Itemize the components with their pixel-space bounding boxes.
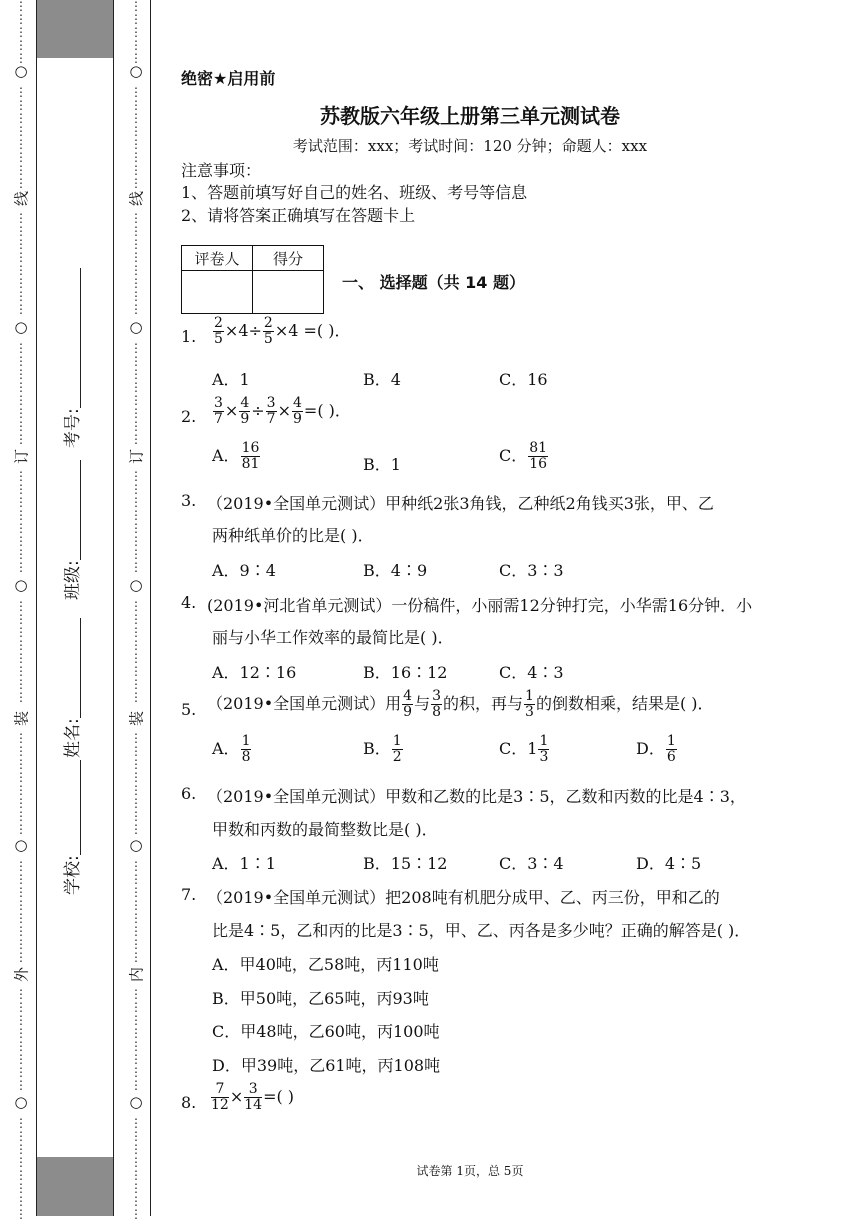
seal-dots: ⋮ bbox=[15, 508, 27, 522]
seal-dots: ⋮ bbox=[15, 163, 27, 177]
seal-label: 线 bbox=[127, 191, 146, 207]
question-6-text-line2: 甲数和丙数的最简整数比是( )． bbox=[212, 820, 438, 839]
fraction: $\frac{4}{9}$ bbox=[403, 688, 413, 720]
seal-dots: ⋮ bbox=[15, 25, 27, 39]
seal-circle-icon: ○ bbox=[14, 836, 28, 854]
seal-dots: ⋮ bbox=[130, 822, 142, 836]
seal-dots: ⋮ bbox=[15, 354, 27, 368]
seal-dots: ⋮ bbox=[130, 1013, 142, 1027]
seal-dots: ⋮ bbox=[15, 796, 27, 810]
question-1-expression: $\frac{2}{5}$ ×4÷ $\frac{2}{5}$ ×4 =( )． bbox=[214, 315, 351, 347]
question-3-text-line1: （2019•全国单元测试）甲种纸2张3角钱，乙种纸2角钱买3张，甲、乙 bbox=[207, 494, 714, 513]
seal-dots: ⋮ bbox=[15, 263, 27, 277]
seal-dots: ⋮ bbox=[15, 302, 27, 316]
seal-dots: ⋮ bbox=[15, 898, 27, 912]
seal-circle-icon: ○ bbox=[14, 1093, 28, 1111]
question-5-option-b: B． $\frac{1}{2}$ bbox=[363, 733, 402, 765]
seal-dots: ⋮ bbox=[15, 380, 27, 394]
seal-dots: ⋮ bbox=[15, 547, 27, 561]
seal-dots: ⋮ bbox=[130, 534, 142, 548]
seal-dots: ⋮ bbox=[130, 111, 142, 125]
seal-circle-icon: ○ bbox=[14, 318, 28, 336]
seal-dots: ⋮ bbox=[15, 12, 27, 26]
seal-dots: ⋮ bbox=[130, 38, 142, 52]
seal-dots: ⋮ bbox=[15, 176, 27, 190]
seal-circle-icon: ○ bbox=[129, 836, 143, 854]
seal-dots: ⋮ bbox=[15, 224, 27, 238]
seal-circle-icon: ○ bbox=[129, 1093, 143, 1111]
question-4-option-c: C．4∶3 bbox=[499, 663, 564, 682]
score-cell bbox=[253, 271, 324, 314]
fraction: $\frac{1}{2}$ bbox=[392, 733, 402, 765]
seal-dots: ⋮ bbox=[130, 770, 142, 784]
seal-dots: ⋮ bbox=[15, 770, 27, 784]
seal-dots: ⋮ bbox=[130, 250, 142, 264]
seal-dots: ⋮ bbox=[130, 599, 142, 613]
secret-label: 绝密★启用前 bbox=[181, 69, 276, 88]
seal-dots: ⋮ bbox=[15, 276, 27, 290]
question-7-option-b: B．甲50吨，乙65吨，丙93吨 bbox=[212, 989, 429, 1008]
seal-dots: ⋮ bbox=[130, 1207, 142, 1221]
seal-dots: ⋮ bbox=[15, 469, 27, 483]
seal-dots: ⋮ bbox=[15, 885, 27, 899]
seal-dots: ⋮ bbox=[15, 1065, 27, 1079]
question-7-number: 7. bbox=[181, 885, 197, 904]
seal-dots: ⋮ bbox=[130, 1039, 142, 1053]
section-title: 一、 选择题（共 14 题） bbox=[342, 273, 525, 292]
seal-dots: ⋮ bbox=[130, 924, 142, 938]
seal-dots: ⋮ bbox=[130, 0, 142, 13]
page-footer: 试卷第 1页，总 5页 bbox=[416, 1164, 524, 1178]
question-7-text-line1: （2019•全国单元测试）把208吨有机肥分成甲、乙、丙三份，甲和乙的 bbox=[207, 888, 720, 907]
question-6-option-c: C．3∶4 bbox=[499, 854, 564, 873]
seal-dots: ⋮ bbox=[130, 124, 142, 138]
seal-dots: ⋮ bbox=[15, 98, 27, 112]
seal-dots: ⋮ bbox=[15, 1194, 27, 1208]
seal-dots: ⋮ bbox=[130, 1194, 142, 1208]
question-4-text-line2: 丽与小华工作效率的最简比是( )． bbox=[212, 628, 454, 647]
seal-dots: ⋮ bbox=[15, 664, 27, 678]
class-field: 班级: bbox=[58, 460, 83, 600]
seal-dots: ⋮ bbox=[130, 987, 142, 1001]
question-6-text-line1: （2019•全国单元测试）甲数和乙数的比是3∶5，乙数和丙数的比是4∶3， bbox=[207, 787, 746, 806]
seal-dots: ⋮ bbox=[130, 612, 142, 626]
seal-dots: ⋮ bbox=[130, 495, 142, 509]
seal-dots: ⋮ bbox=[130, 885, 142, 899]
seal-dots: ⋮ bbox=[15, 822, 27, 836]
question-2-number: 2. bbox=[181, 407, 197, 426]
seal-dots: ⋮ bbox=[15, 495, 27, 509]
seal-dots: ⋮ bbox=[130, 25, 142, 39]
seal-dots: ⋮ bbox=[15, 211, 27, 225]
question-4-option-b: B．16∶12 bbox=[363, 663, 448, 682]
fraction: $\frac{4}{9}$ bbox=[240, 395, 250, 427]
question-5-number: 5. bbox=[181, 700, 197, 719]
fraction: $\frac{3}{8}$ bbox=[432, 688, 442, 720]
question-6-option-a: A．1∶1 bbox=[212, 854, 276, 873]
seal-dots: ⋮ bbox=[15, 690, 27, 704]
score-table bbox=[181, 245, 324, 314]
seal-dots: ⋮ bbox=[130, 1168, 142, 1182]
seal-dots: ⋮ bbox=[130, 354, 142, 368]
seal-dots: ⋮ bbox=[15, 757, 27, 771]
question-7-option-d: D．甲39吨，乙61吨，丙108吨 bbox=[212, 1056, 441, 1075]
seal-dots: ⋮ bbox=[15, 1052, 27, 1066]
question-6-number: 6. bbox=[181, 784, 197, 803]
seal-dots: ⋮ bbox=[15, 289, 27, 303]
content-border-line bbox=[150, 0, 151, 1216]
seal-dots: ⋮ bbox=[15, 1181, 27, 1195]
seal-dots: ⋮ bbox=[15, 419, 27, 433]
seal-dots: ⋮ bbox=[130, 341, 142, 355]
seal-label: 外 bbox=[12, 967, 31, 983]
seal-dots: ⋮ bbox=[15, 950, 27, 964]
question-3-option-c: C．3∶3 bbox=[499, 561, 564, 580]
question-7-option-c: C．甲48吨，乙60吨，丙100吨 bbox=[212, 1022, 440, 1041]
seal-dots: ⋮ bbox=[130, 638, 142, 652]
grader-cell bbox=[182, 271, 253, 314]
seal-dots: ⋮ bbox=[15, 924, 27, 938]
seal-circle-icon: ○ bbox=[129, 318, 143, 336]
seal-dots: ⋮ bbox=[15, 809, 27, 823]
seal-dots: ⋮ bbox=[130, 367, 142, 381]
seal-dots: ⋮ bbox=[130, 872, 142, 886]
question-3-number: 3. bbox=[181, 491, 197, 510]
seal-dots: ⋮ bbox=[130, 783, 142, 797]
seal-dots: ⋮ bbox=[15, 859, 27, 873]
seal-dots: ⋮ bbox=[130, 211, 142, 225]
seal-label: 装 bbox=[127, 711, 146, 727]
seal-dots: ⋮ bbox=[130, 163, 142, 177]
fraction: $\frac{16}{81}$ bbox=[241, 440, 260, 472]
seal-dots: ⋮ bbox=[15, 599, 27, 613]
question-2-option-c: C． $\frac{81}{16}$ bbox=[499, 440, 548, 472]
grader-header: 评卷人 bbox=[182, 246, 253, 271]
question-6-option-b: B．15∶12 bbox=[363, 854, 448, 873]
seal-dots: ⋮ bbox=[130, 690, 142, 704]
seal-dots: ⋮ bbox=[15, 137, 27, 151]
question-5-option-d: D． $\frac{1}{6}$ bbox=[636, 733, 676, 765]
notice-item-2: 2、请将答案正确填写在答题卡上 bbox=[181, 206, 416, 225]
seal-circle-icon: ○ bbox=[14, 62, 28, 80]
seal-dots: ⋮ bbox=[15, 1129, 27, 1143]
seal-dots: ⋮ bbox=[130, 51, 142, 65]
seal-dots: ⋮ bbox=[130, 547, 142, 561]
page-title: 苏教版六年级上册第三单元测试卷 bbox=[320, 104, 620, 128]
seal-dots: ⋮ bbox=[130, 1142, 142, 1156]
seal-dots: ⋮ bbox=[130, 937, 142, 951]
question-1-option-c: C．16 bbox=[499, 370, 548, 389]
seal-dots: ⋮ bbox=[130, 1052, 142, 1066]
seal-dots: ⋮ bbox=[15, 1155, 27, 1169]
question-1-number: 1. bbox=[181, 327, 197, 346]
seal-circle-icon: ○ bbox=[129, 62, 143, 80]
seal-dots: ⋮ bbox=[15, 482, 27, 496]
seal-dots: ⋮ bbox=[130, 664, 142, 678]
seal-dots: ⋮ bbox=[130, 432, 142, 446]
seal-dots: ⋮ bbox=[130, 744, 142, 758]
seal-dots: ⋮ bbox=[130, 625, 142, 639]
fraction: $\frac{3}{7}$ bbox=[266, 395, 276, 427]
question-8-expression: $\frac{7}{12}$ × $\frac{3}{14}$ =( ) bbox=[211, 1081, 295, 1113]
question-7-option-a: A．甲40吨，乙58吨，丙110吨 bbox=[212, 955, 439, 974]
seal-label: 装 bbox=[12, 711, 31, 727]
seal-dots: ⋮ bbox=[130, 85, 142, 99]
seal-dots: ⋮ bbox=[130, 950, 142, 964]
question-7-text-line2: 比是4∶5，乙和丙的比是3∶5，甲、乙、丙各是多少吨？正确的解答是( )． bbox=[212, 921, 751, 940]
seal-dots: ⋮ bbox=[130, 176, 142, 190]
seal-dots: ⋮ bbox=[15, 534, 27, 548]
fraction: $\frac{2}{5}$ bbox=[214, 315, 223, 347]
seal-dots: ⋮ bbox=[130, 1116, 142, 1130]
fraction: $\frac{7}{12}$ bbox=[211, 1081, 229, 1113]
seal-dots: ⋮ bbox=[130, 1065, 142, 1079]
seal-dots: ⋮ bbox=[15, 51, 27, 65]
fraction: $\frac{81}{16}$ bbox=[529, 440, 548, 472]
seal-label: 订 bbox=[12, 449, 31, 465]
question-8-number: 8. bbox=[181, 1093, 197, 1112]
seal-dots: ⋮ bbox=[15, 432, 27, 446]
seal-dots: ⋮ bbox=[130, 796, 142, 810]
seal-dots: ⋮ bbox=[15, 341, 27, 355]
seal-label: 线 bbox=[12, 191, 31, 207]
seal-dots: ⋮ bbox=[130, 1026, 142, 1040]
score-header: 得分 bbox=[253, 246, 324, 271]
seal-dots: ⋮ bbox=[130, 406, 142, 420]
seal-dots: ⋮ bbox=[130, 224, 142, 238]
question-3-text-line2: 两种纸单价的比是( )． bbox=[212, 526, 374, 545]
seal-dots: ⋮ bbox=[130, 289, 142, 303]
seal-dots: ⋮ bbox=[130, 911, 142, 925]
seal-dots: ⋮ bbox=[130, 1181, 142, 1195]
name-field: 姓名: bbox=[58, 618, 83, 758]
seal-dots: ⋮ bbox=[130, 482, 142, 496]
seal-dots: ⋮ bbox=[15, 124, 27, 138]
question-4-option-a: A．12∶16 bbox=[212, 663, 297, 682]
fraction: $\frac{3}{7}$ bbox=[214, 395, 223, 427]
seal-dots: ⋮ bbox=[130, 731, 142, 745]
fraction: $\frac{2}{5}$ bbox=[263, 315, 273, 347]
seal-dots: ⋮ bbox=[130, 809, 142, 823]
notice-item-1: 1、答题前填写好自己的姓名、班级、考号等信息 bbox=[181, 183, 528, 202]
fraction: $\frac{1}{3}$ bbox=[539, 733, 549, 765]
seal-dots: ⋮ bbox=[130, 137, 142, 151]
seal-dots: ⋮ bbox=[15, 367, 27, 381]
seal-dots: ⋮ bbox=[15, 1026, 27, 1040]
seal-dots: ⋮ bbox=[15, 651, 27, 665]
question-5-option-a: A． $\frac{1}{8}$ bbox=[212, 733, 251, 765]
seal-dots: ⋮ bbox=[15, 677, 27, 691]
seal-circle-icon: ○ bbox=[129, 576, 143, 594]
question-3-option-b: B．4∶9 bbox=[363, 561, 428, 580]
question-1-option-a: A．1 bbox=[212, 370, 250, 389]
question-2-option-a: A． $\frac{16}{81}$ bbox=[212, 440, 260, 472]
question-5-option-c: C．1 $\frac{1}{3}$ bbox=[499, 733, 549, 765]
seal-dots: ⋮ bbox=[130, 859, 142, 873]
question-4-text-line1: (2019•河北省单元测试）一份稿件，小丽需12分钟打完，小华需16分钟．小 bbox=[207, 596, 753, 615]
seal-dots: ⋮ bbox=[15, 150, 27, 164]
seal-dots: ⋮ bbox=[15, 237, 27, 251]
exam-info: 考试范围：xxx；考试时间：120 分钟；命题人：xxx bbox=[292, 137, 648, 155]
seal-dots: ⋮ bbox=[15, 638, 27, 652]
school-field: 学校: bbox=[58, 760, 83, 895]
seal-dots: ⋮ bbox=[130, 419, 142, 433]
seal-dots: ⋮ bbox=[130, 898, 142, 912]
seal-dots: ⋮ bbox=[15, 406, 27, 420]
seal-dots: ⋮ bbox=[15, 1207, 27, 1221]
seal-dots: ⋮ bbox=[15, 1078, 27, 1092]
seal-dots: ⋮ bbox=[15, 38, 27, 52]
seal-dots: ⋮ bbox=[15, 937, 27, 951]
seal-dots: ⋮ bbox=[130, 150, 142, 164]
seal-dots: ⋮ bbox=[130, 393, 142, 407]
question-2-option-b: B．1 bbox=[363, 455, 401, 474]
seal-dots: ⋮ bbox=[15, 85, 27, 99]
seal-dots: ⋮ bbox=[15, 1142, 27, 1156]
seal-dots: ⋮ bbox=[15, 1116, 27, 1130]
question-1-option-b: B．4 bbox=[363, 370, 401, 389]
question-5-text: （2019•全国单元测试）用 $\frac{4}{9}$ 与 $\frac{3}{8}$ 的积，再与 $\frac{1}{3}$ 的倒数相乘，结果是( )． bbox=[207, 688, 714, 720]
seal-dots: ⋮ bbox=[15, 560, 27, 574]
seal-dots: ⋮ bbox=[15, 612, 27, 626]
seal-dots: ⋮ bbox=[130, 677, 142, 691]
seal-dots: ⋮ bbox=[130, 276, 142, 290]
exam-no-field: 考号: bbox=[58, 268, 83, 448]
seal-dots: ⋮ bbox=[130, 237, 142, 251]
fraction: $\frac{1}{8}$ bbox=[241, 733, 251, 765]
binding-gray-top bbox=[37, 0, 113, 58]
seal-label: 内 bbox=[127, 967, 146, 983]
fraction: $\frac{3}{14}$ bbox=[244, 1081, 263, 1113]
seal-dots: ⋮ bbox=[130, 1155, 142, 1169]
seal-dots: ⋮ bbox=[130, 560, 142, 574]
seal-circle-icon: ○ bbox=[14, 576, 28, 594]
seal-dots: ⋮ bbox=[130, 263, 142, 277]
seal-dots: ⋮ bbox=[15, 783, 27, 797]
seal-dots: ⋮ bbox=[15, 987, 27, 1001]
seal-dots: ⋮ bbox=[15, 1000, 27, 1014]
seal-dots: ⋮ bbox=[130, 302, 142, 316]
question-6-option-d: D．4∶5 bbox=[636, 854, 702, 873]
seal-dots: ⋮ bbox=[15, 744, 27, 758]
seal-dots: ⋮ bbox=[130, 469, 142, 483]
seal-dots: ⋮ bbox=[15, 731, 27, 745]
question-3-option-a: A．9∶4 bbox=[212, 561, 276, 580]
seal-dots: ⋮ bbox=[130, 12, 142, 26]
seal-dots: ⋮ bbox=[15, 393, 27, 407]
notice-title: 注意事项： bbox=[181, 161, 262, 180]
seal-dots: ⋮ bbox=[15, 521, 27, 535]
fraction: $\frac{4}{9}$ bbox=[292, 395, 302, 427]
binding-margin bbox=[36, 0, 114, 1216]
seal-dots: ⋮ bbox=[130, 1129, 142, 1143]
seal-dots: ⋮ bbox=[130, 651, 142, 665]
question-2-expression: $\frac{3}{7}$ × $\frac{4}{9}$ ÷ $\frac{3}{7}$ × $\frac{4}{9}$ =( )． bbox=[214, 395, 351, 427]
seal-dots: ⋮ bbox=[130, 380, 142, 394]
seal-dots: ⋮ bbox=[15, 0, 27, 13]
seal-label: 订 bbox=[127, 449, 146, 465]
seal-dots: ⋮ bbox=[130, 508, 142, 522]
seal-dots: ⋮ bbox=[130, 1078, 142, 1092]
seal-dots: ⋮ bbox=[15, 111, 27, 125]
fraction: $\frac{1}{6}$ bbox=[666, 733, 676, 765]
seal-dots: ⋮ bbox=[15, 625, 27, 639]
seal-dots: ⋮ bbox=[15, 1039, 27, 1053]
fraction: $\frac{1}{3}$ bbox=[525, 688, 534, 720]
seal-dots: ⋮ bbox=[15, 911, 27, 925]
question-4-number: 4. bbox=[181, 593, 197, 612]
seal-dots: ⋮ bbox=[130, 757, 142, 771]
seal-dots: ⋮ bbox=[130, 1000, 142, 1014]
seal-dots: ⋮ bbox=[15, 1013, 27, 1027]
seal-dots: ⋮ bbox=[130, 521, 142, 535]
seal-dots: ⋮ bbox=[15, 1168, 27, 1182]
seal-dots: ⋮ bbox=[15, 872, 27, 886]
seal-dots: ⋮ bbox=[15, 250, 27, 264]
seal-dots: ⋮ bbox=[130, 98, 142, 112]
